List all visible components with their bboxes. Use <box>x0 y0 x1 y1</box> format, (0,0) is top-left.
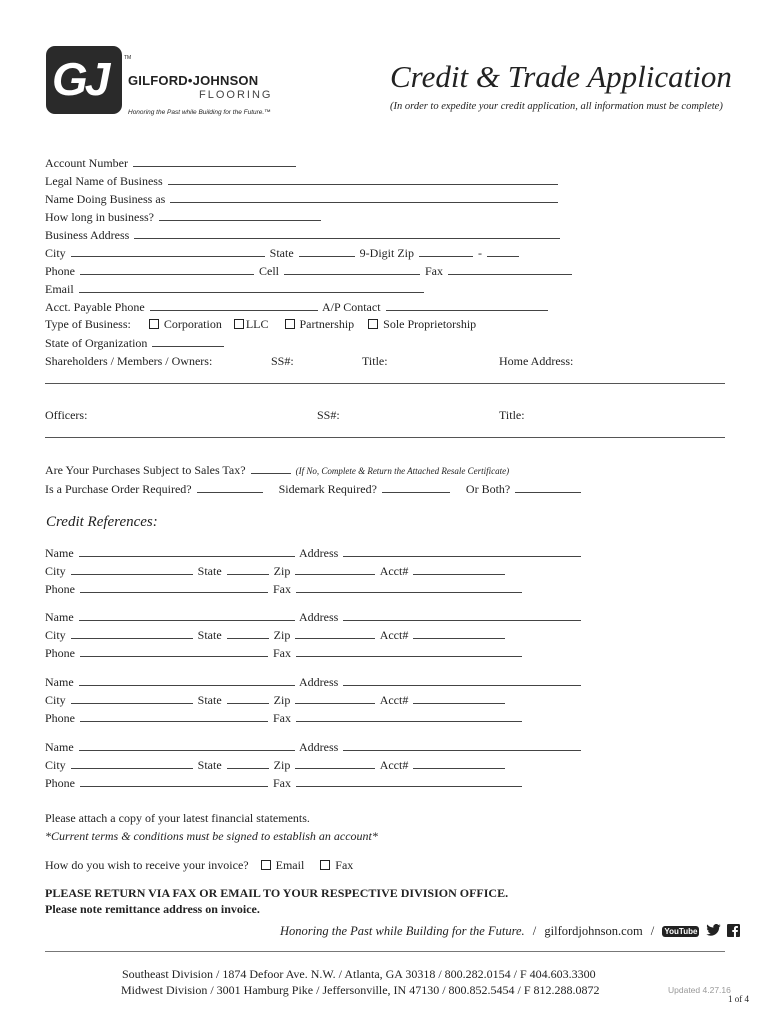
return-instructions: PLEASE RETURN VIA FAX OR EMAIL TO YOUR RESPECTIVE DIVISION OFFICE. <box>45 886 509 900</box>
ref4-fax-field[interactable] <box>296 775 522 787</box>
label-sidemark: Sidemark Required? <box>278 482 377 496</box>
ref3-phone-field[interactable] <box>80 710 268 722</box>
ref1-row-phone <box>45 581 524 597</box>
page-subtitle: (In order to expedite your credit application, all information must be complete) <box>390 101 723 112</box>
ref2-row-phone <box>45 645 524 661</box>
label-state: State <box>269 246 294 260</box>
company-tagline: Honoring the Past while Building for the Future.™ <box>128 109 271 116</box>
ref1-acct-field[interactable] <box>413 563 505 575</box>
state-of-org-field[interactable] <box>152 335 224 347</box>
ref3-label-fax: Fax <box>273 711 291 725</box>
label-ap-contact: A/P Contact <box>321 300 381 314</box>
ref1-phone-field[interactable] <box>80 581 268 593</box>
checkbox-llc[interactable] <box>234 319 244 329</box>
ref4-label-name: Name <box>45 740 74 754</box>
ref1-label-city: City <box>45 564 66 578</box>
midwest-division-address: Midwest Division / 3001 Hamburg Pike / Jeffersonville, IN 47130 / 800.852.5454 / F 812.288.0872 <box>121 983 600 997</box>
ref3-fax-field[interactable] <box>296 710 522 722</box>
shareholders-line[interactable] <box>45 383 725 384</box>
dba-field[interactable] <box>170 191 558 203</box>
label-corporation: Corporation <box>163 317 222 331</box>
label-cell: Cell <box>259 264 279 278</box>
company-logo <box>46 46 122 114</box>
ref1-zip-field[interactable] <box>295 563 375 575</box>
ref1-label-phone: Phone <box>45 582 75 596</box>
twitter-icon[interactable] <box>706 924 721 936</box>
ref3-label-state: State <box>197 693 222 707</box>
ref1-row-city <box>45 563 507 579</box>
ref1-label-acct: Acct# <box>379 564 409 578</box>
label-how-long: How long in business? <box>45 210 154 224</box>
row-invoice-method <box>45 858 353 873</box>
checkbox-invoice-email[interactable] <box>261 860 271 870</box>
label-dba: Name Doing Business as <box>45 192 166 206</box>
ref2-label-state: State <box>197 628 222 642</box>
ref3-zip-field[interactable] <box>295 692 375 704</box>
row-state-of-org <box>45 335 226 351</box>
ref3-label-acct: Acct# <box>379 693 409 707</box>
ref2-state-field[interactable] <box>227 627 269 639</box>
ref4-label-phone: Phone <box>45 776 75 790</box>
footer-separator: / <box>532 924 537 938</box>
row-dba <box>45 191 560 207</box>
ref4-label-fax: Fax <box>273 776 291 790</box>
ref2-label-city: City <box>45 628 66 642</box>
ref4-state-field[interactable] <box>227 757 269 769</box>
label-officers-ss: SS#: <box>317 408 340 422</box>
ref2-row-name <box>45 609 583 625</box>
label-shareholders: Shareholders / Members / Owners: <box>45 354 213 368</box>
ref3-label-address: Address <box>299 675 339 689</box>
label-sales-tax: Are Your Purchases Subject to Sales Tax? <box>45 463 246 477</box>
footer-divider <box>45 951 725 952</box>
ref1-name-field[interactable] <box>79 545 295 557</box>
row-business-type <box>45 317 476 332</box>
ref1-label-fax: Fax <box>273 582 291 596</box>
ref4-city-field[interactable] <box>71 757 193 769</box>
ref1-label-zip: Zip <box>273 564 291 578</box>
state-field[interactable] <box>299 245 355 257</box>
ref2-phone-field[interactable] <box>80 645 268 657</box>
sales-tax-note: (If No, Complete & Return the Attached Resale Certificate) <box>295 466 510 476</box>
checkbox-partnership[interactable] <box>285 319 295 329</box>
ref3-state-field[interactable] <box>227 692 269 704</box>
row-po <box>45 481 583 497</box>
legal-name-field[interactable] <box>168 173 558 185</box>
ref1-state-field[interactable] <box>227 563 269 575</box>
zip-ext-field[interactable] <box>487 245 519 257</box>
ref3-label-city: City <box>45 693 66 707</box>
label-officers: Officers: <box>45 408 88 422</box>
ref4-name-field[interactable] <box>79 739 295 751</box>
attach-statements-note: Please attach a copy of your latest financial statements. <box>45 811 310 825</box>
phone-field[interactable] <box>80 263 254 275</box>
ref1-label-name: Name <box>45 546 74 560</box>
ref3-name-field[interactable] <box>79 674 295 686</box>
ref4-row-city <box>45 757 507 773</box>
company-name: GILFORD•JOHNSON <box>128 73 259 88</box>
label-account-number: Account Number <box>45 156 128 170</box>
trademark-mark: TM <box>124 55 132 61</box>
ref2-row-city <box>45 627 507 643</box>
label-ap-phone: Acct. Payable Phone <box>45 300 145 314</box>
label-sole-proprietorship: Sole Proprietorship <box>383 317 477 331</box>
terms-note: *Current terms & conditions must be signed to establish an account* <box>45 829 378 843</box>
label-shareholders-ss: SS#: <box>271 354 294 368</box>
label-llc: LLC <box>245 317 269 331</box>
label-business-address: Business Address <box>45 228 130 242</box>
label-fax: Fax <box>425 264 443 278</box>
row-phone-cell-fax <box>45 263 574 279</box>
ref4-acct-field[interactable] <box>413 757 505 769</box>
how-long-field[interactable] <box>159 209 321 221</box>
ref3-row-name <box>45 674 583 690</box>
checkbox-sole-proprietorship[interactable] <box>368 319 378 329</box>
updated-date: Updated 4.27.16 <box>668 985 731 995</box>
po-field[interactable] <box>197 481 263 493</box>
ref4-label-city: City <box>45 758 66 772</box>
ap-contact-field[interactable] <box>386 299 548 311</box>
label-legal-name: Legal Name of Business <box>45 174 163 188</box>
ref2-address-field[interactable] <box>343 609 581 621</box>
label-invoice-method: How do you wish to receive your invoice? <box>45 858 249 872</box>
row-legal-name <box>45 173 560 189</box>
ref2-acct-field[interactable] <box>413 627 505 639</box>
sales-tax-field[interactable] <box>251 462 291 474</box>
ref2-city-field[interactable] <box>71 627 193 639</box>
ref2-label-fax: Fax <box>273 646 291 660</box>
row-account-number <box>45 155 298 171</box>
officers-line[interactable] <box>45 437 725 438</box>
page-title: Credit & Trade Application <box>390 59 732 94</box>
southeast-division-address: Southeast Division / 1874 Defoor Ave. N.W. / Atlanta, GA 30318 / 800.282.0154 / F 404.603.3300 <box>122 967 596 981</box>
label-partnership: Partnership <box>299 317 355 331</box>
page-number: 1 of 4 <box>728 994 749 1004</box>
ap-phone-field[interactable] <box>150 299 318 311</box>
label-home-address: Home Address: <box>499 354 574 368</box>
ref1-label-address: Address <box>299 546 339 560</box>
remittance-note: Please note remittance address on invoice. <box>45 902 260 916</box>
row-email <box>45 281 426 297</box>
facebook-icon[interactable] <box>727 924 740 937</box>
ref2-label-address: Address <box>299 610 339 624</box>
ref4-zip-field[interactable] <box>295 757 375 769</box>
ref4-label-acct: Acct# <box>379 758 409 772</box>
row-ap <box>45 299 550 315</box>
label-dash: - <box>478 246 482 260</box>
ref1-address-field[interactable] <box>343 545 581 557</box>
ref2-label-zip: Zip <box>273 628 291 642</box>
youtube-icon[interactable]: YouTube <box>664 927 698 936</box>
checkbox-invoice-fax[interactable] <box>320 860 330 870</box>
label-phone: Phone <box>45 264 75 278</box>
label-email: Email <box>45 282 74 296</box>
city-field[interactable] <box>71 245 265 257</box>
row-how-long <box>45 209 323 225</box>
ref3-label-name: Name <box>45 675 74 689</box>
logo-letters: GJ <box>52 53 108 105</box>
fax-field[interactable] <box>448 263 572 275</box>
ref4-label-state: State <box>197 758 222 772</box>
ref4-label-zip: Zip <box>273 758 291 772</box>
ref2-fax-field[interactable] <box>296 645 522 657</box>
ref2-name-field[interactable] <box>79 609 295 621</box>
ref3-address-field[interactable] <box>343 674 581 686</box>
business-address-field[interactable] <box>134 227 560 239</box>
label-or-both: Or Both? <box>465 482 511 496</box>
ref4-label-address: Address <box>299 740 339 754</box>
label-type-of-business: Type of Business: <box>45 317 131 331</box>
ref2-zip-field[interactable] <box>295 627 375 639</box>
website-link[interactable]: gilfordjohnson.com <box>544 924 643 938</box>
label-invoice-email: Email <box>275 858 305 872</box>
ref4-row-name <box>45 739 583 755</box>
zip-field[interactable] <box>419 245 473 257</box>
ref1-city-field[interactable] <box>71 563 193 575</box>
company-sub: FLOORING <box>199 89 273 101</box>
sidemark-field[interactable] <box>382 481 450 493</box>
label-officers-title: Title: <box>499 408 525 422</box>
ref1-label-state: State <box>197 564 222 578</box>
or-both-field[interactable] <box>515 481 581 493</box>
ref1-fax-field[interactable] <box>296 581 522 593</box>
ref3-row-phone <box>45 710 524 726</box>
checkbox-corporation[interactable] <box>149 319 159 329</box>
ref4-row-phone <box>45 775 524 791</box>
ref3-row-city <box>45 692 507 708</box>
label-zip9: 9-Digit Zip <box>359 246 414 260</box>
ref2-label-name: Name <box>45 610 74 624</box>
label-state-of-org: State of Organization <box>45 336 148 350</box>
ref1-row-name <box>45 545 583 561</box>
ref3-city-field[interactable] <box>71 692 193 704</box>
footer-motto: Honoring the Past while Building for the Future. <box>280 924 525 938</box>
row-sales-tax <box>45 462 509 478</box>
footer-separator: / <box>650 924 655 938</box>
credit-references-heading: Credit References: <box>46 514 158 530</box>
email-field[interactable] <box>79 281 424 293</box>
label-po: Is a Purchase Order Required? <box>45 482 192 496</box>
label-invoice-fax: Fax <box>335 858 354 872</box>
ref3-label-phone: Phone <box>45 711 75 725</box>
cell-field[interactable] <box>284 263 420 275</box>
ref3-acct-field[interactable] <box>413 692 505 704</box>
label-shareholders-title: Title: <box>362 354 388 368</box>
label-city: City <box>45 246 66 260</box>
footer-motto-row <box>280 924 740 939</box>
ref4-phone-field[interactable] <box>80 775 268 787</box>
ref4-address-field[interactable] <box>343 739 581 751</box>
ref2-label-acct: Acct# <box>379 628 409 642</box>
row-city-state-zip <box>45 245 521 261</box>
ref2-label-phone: Phone <box>45 646 75 660</box>
account-number-field[interactable] <box>133 155 296 167</box>
ref3-label-zip: Zip <box>273 693 291 707</box>
row-business-address <box>45 227 562 243</box>
